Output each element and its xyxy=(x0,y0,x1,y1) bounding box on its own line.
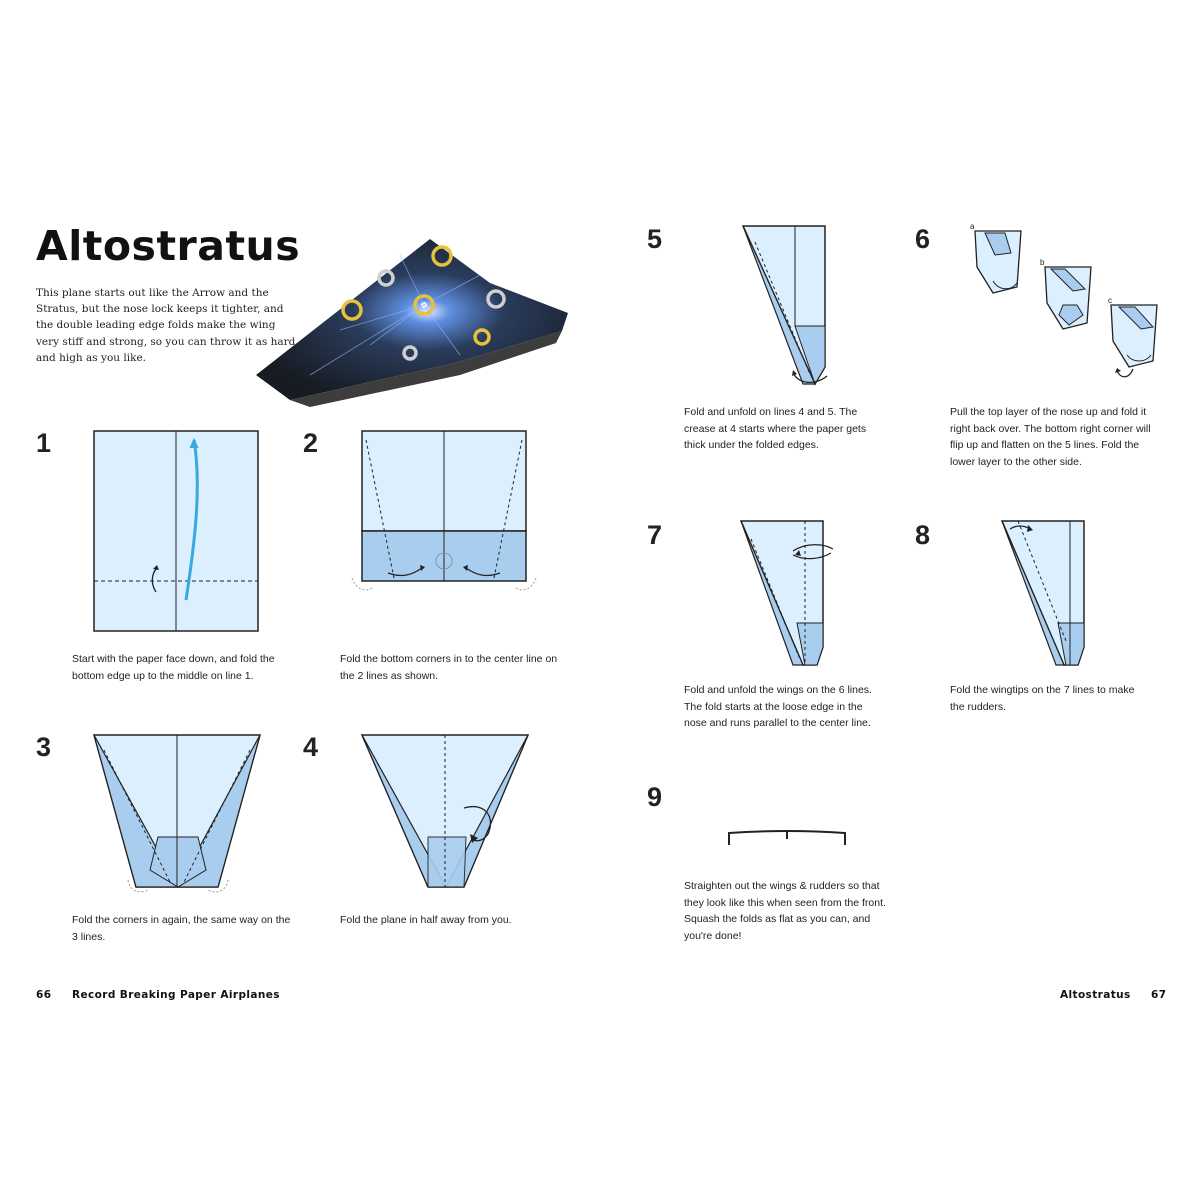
step-6-diagram xyxy=(965,225,1165,385)
step-7-caption: Fold and unfold the wings on the 6 lines. The fold starts at the loose edge in the nose and runs parallel to the center line. xyxy=(684,684,872,729)
step-2-diagram xyxy=(350,428,540,593)
step-6-sublabel-b: b xyxy=(1040,258,1045,267)
step-3-number: 3 xyxy=(36,732,52,762)
step-5-number: 5 xyxy=(647,224,663,254)
step-8-diagram xyxy=(998,517,1093,672)
step-8-caption: Fold the wingtips on the 7 lines to make the rudders. xyxy=(950,684,1135,713)
step-6-number: 6 xyxy=(915,224,931,254)
step-1-number: 1 xyxy=(36,428,52,458)
right-running-title: Altostratus xyxy=(1060,989,1131,1001)
left-page-number: 66 xyxy=(36,989,52,1001)
step-9-diagram xyxy=(725,825,850,850)
page-title: Altostratus xyxy=(36,222,301,270)
step-4-caption: Fold the plane in half away from you. xyxy=(340,914,512,926)
intro-paragraph: This plane starts out like the Arrow and the Stratus, but the nose lock keeps it tighter, and the double leading edge folds make the wing very stiff and strong, so you can throw it as hard and high as you like. xyxy=(36,287,296,364)
step-4-number: 4 xyxy=(303,732,319,762)
step-4-diagram xyxy=(356,730,536,895)
right-page-number: 67 xyxy=(1151,989,1167,1001)
step-8-number: 8 xyxy=(915,520,931,550)
step-1-caption: Start with the paper face down, and fold the bottom edge up to the middle on line 1. xyxy=(72,653,275,682)
step-7-diagram xyxy=(735,517,845,672)
step-9-number: 9 xyxy=(647,782,663,812)
plane-photo xyxy=(250,235,580,410)
step-6-sublabel-c: c xyxy=(1108,296,1112,305)
step-1-diagram xyxy=(90,428,265,638)
step-2-caption: Fold the bottom corners in to the center line on the 2 lines as shown. xyxy=(340,653,558,682)
step-2-number: 2 xyxy=(303,428,319,458)
step-9-caption: Straighten out the wings & rudders so that they look like this when seen from the front. Squash the folds as flat as you can, and you're done! xyxy=(684,880,886,942)
step-6-caption: Pull the top layer of the nose up and fold it right back over. The bottom right corner will flip up and flatten on the 5 lines. Fold the lower layer to the other side. xyxy=(950,406,1151,468)
step-3-diagram xyxy=(88,730,268,895)
step-6-sublabel-a: a xyxy=(970,222,975,231)
step-5-diagram xyxy=(735,222,845,392)
step-3-caption: Fold the corners in again, the same way on the 3 lines. xyxy=(72,914,291,943)
step-5-caption: Fold and unfold on lines 4 and 5. The crease at 4 starts where the paper gets thick under the folded edges. xyxy=(684,406,867,451)
step-7-number: 7 xyxy=(647,520,663,550)
left-running-title: Record Breaking Paper Airplanes xyxy=(72,989,280,1001)
